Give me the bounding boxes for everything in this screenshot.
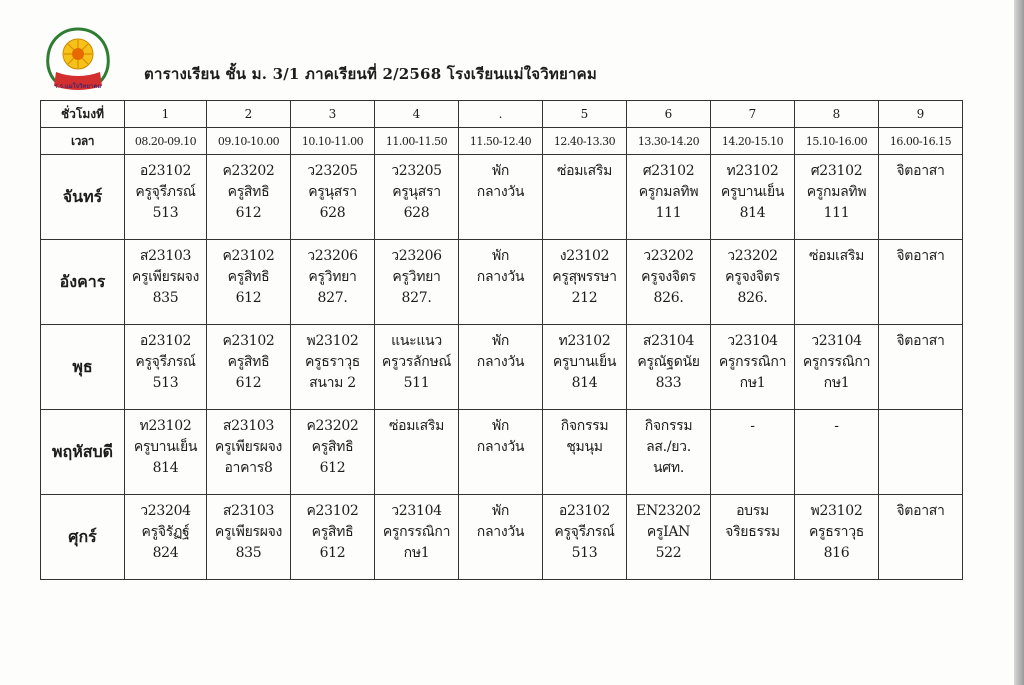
schedule-cell: [795, 495, 879, 580]
schedule-cell: [627, 325, 711, 410]
cell-line: ครูบานเย็น: [720, 184, 785, 200]
cell-line: ครูวิทยา: [308, 269, 357, 285]
cell-line: ส23104: [642, 333, 695, 349]
schedule-cell: [459, 240, 543, 325]
schedule-cell: [543, 240, 627, 325]
cell-line: พ23102: [306, 333, 359, 349]
cell-line: 111: [823, 205, 850, 221]
day-row: [41, 410, 963, 495]
schedule-cell: [711, 325, 795, 410]
schedule-cell: [125, 495, 207, 580]
cell-line: 814: [152, 460, 179, 476]
cell-line: ว23206: [391, 248, 442, 264]
cell-line: 814: [571, 375, 598, 391]
schedule-cell: [207, 495, 291, 580]
cell-line: ค23202: [306, 418, 359, 434]
cell-line: ซ่อมเสริม: [388, 418, 445, 434]
cell-line: ครูบานเย็น: [133, 439, 198, 455]
cell-line: ง23102: [559, 248, 610, 264]
cell-line: ค23102: [222, 248, 275, 264]
cell-line: ว23104: [727, 333, 778, 349]
cell-line: จิตอาสา: [896, 163, 945, 179]
cell-line: 612: [235, 205, 262, 221]
cell-line: จิตอาสา: [896, 248, 945, 264]
schedule-cell: [795, 410, 879, 495]
cell-line: ว23205: [391, 163, 442, 179]
cell-line: ครูเพียรผจง: [131, 269, 200, 285]
schedule-cell: [711, 240, 795, 325]
cell-line: EN23202: [636, 503, 701, 519]
cell-line: 612: [319, 460, 346, 476]
cell-line: ว23104: [391, 503, 442, 519]
period-time: 11.50-12.40: [459, 128, 543, 155]
day-row: [41, 325, 963, 410]
schedule-cell: [291, 410, 375, 495]
cell-line: ซ่อมเสริม: [556, 163, 613, 179]
schedule-cell: [543, 325, 627, 410]
schedule-cell: [879, 155, 963, 240]
cell-line: 612: [235, 290, 262, 306]
day-row: [41, 155, 963, 240]
cell-line: กิจกรรม: [644, 418, 693, 434]
period-number: .: [459, 101, 543, 128]
cell-line: ครูจงจิตร: [641, 269, 696, 285]
cell-line: กษ1: [739, 375, 766, 391]
cell-line: ครูกมลทิพ: [638, 184, 699, 200]
cell-line: ซ่อมเสริม: [808, 248, 865, 264]
school-logo: [42, 26, 114, 98]
cell-line: แนะแนว: [391, 333, 442, 349]
period-time: 13.30-14.20: [627, 128, 711, 155]
cell-line: ครูวิทยา: [392, 269, 441, 285]
cell-line: ว23202: [643, 248, 694, 264]
schedule-cell: [125, 155, 207, 240]
schedule-cell: [459, 495, 543, 580]
cell-line: 628: [319, 205, 346, 221]
cell-line: พัก: [491, 418, 510, 434]
cell-line: พ23102: [810, 503, 863, 519]
cell-line: ว23204: [140, 503, 191, 519]
day-name: ศุกร์: [41, 495, 125, 580]
period-time: 14.20-15.10: [711, 128, 795, 155]
cell-line: กลางวัน: [476, 354, 525, 370]
schedule-cell: [125, 240, 207, 325]
cell-line: ชุมนุม: [566, 439, 603, 455]
cell-line: ค23102: [306, 503, 359, 519]
header-row: [41, 101, 963, 128]
schedule-cell: [375, 495, 459, 580]
period-number: 5: [543, 101, 627, 128]
cell-line: ครูธราวุธ: [808, 524, 865, 540]
day-name: จันทร์: [41, 155, 125, 240]
cell-line: จริยธรรม: [725, 524, 780, 540]
period-time: 08.20-09.10: [125, 128, 207, 155]
cell-line: ครูวรลักษณ์: [381, 354, 452, 370]
cell-line: 835: [235, 545, 262, 561]
period-number: 2: [207, 101, 291, 128]
cell-line: ว23205: [307, 163, 358, 179]
cell-line: ครูสิทธิ: [227, 354, 270, 370]
cell-line: 628: [403, 205, 430, 221]
schedule-cell: [627, 240, 711, 325]
schedule-cell: [879, 495, 963, 580]
day-row: [41, 495, 963, 580]
cell-line: อบรม: [736, 503, 769, 519]
cell-line: กลางวัน: [476, 184, 525, 200]
period-number: 8: [795, 101, 879, 128]
period-time: 16.00-16.15: [879, 128, 963, 155]
schedule-cell: [291, 495, 375, 580]
cell-line: ครูกรรณิกา: [382, 524, 451, 540]
cell-line: ครูสิทธิ: [227, 269, 270, 285]
cell-line: 513: [152, 205, 179, 221]
schedule-cell: [795, 240, 879, 325]
cell-line: 612: [235, 375, 262, 391]
cell-line: 827.: [401, 290, 432, 306]
day-name: พฤหัสบดี: [41, 410, 125, 495]
cell-line: สนาม 2: [309, 375, 356, 391]
cell-line: ศ23102: [642, 163, 695, 179]
cell-line: 824: [152, 545, 179, 561]
cell-line: พัก: [491, 333, 510, 349]
schedule-cell: [291, 240, 375, 325]
time-row: [41, 128, 963, 155]
header-label: ชั่วโมงที่: [41, 101, 125, 128]
cell-line: 826.: [737, 290, 768, 306]
cell-line: 212: [571, 290, 598, 306]
cell-line: จิตอาสา: [896, 333, 945, 349]
schedule-cell: [375, 410, 459, 495]
cell-line: 513: [152, 375, 179, 391]
cell-line: 612: [319, 545, 346, 561]
timetable: [40, 100, 963, 580]
schedule-cell: [291, 325, 375, 410]
period-number: 1: [125, 101, 207, 128]
cell-line: พัก: [491, 503, 510, 519]
schedule-cell: [207, 410, 291, 495]
schedule-cell: [375, 325, 459, 410]
cell-line: ส23103: [222, 418, 275, 434]
schedule-cell: [879, 410, 963, 495]
schedule-cell: [711, 155, 795, 240]
cell-line: ครูจุรีภรณ์: [135, 354, 196, 370]
cell-line: พัก: [491, 248, 510, 264]
cell-line: จิตอาสา: [896, 503, 945, 519]
cell-line: พัก: [491, 163, 510, 179]
period-time: 10.10-11.00: [291, 128, 375, 155]
schedule-cell: [879, 240, 963, 325]
cell-line: 511: [403, 375, 430, 391]
schedule-cell: [627, 410, 711, 495]
logo-text: ร.ร.แม่ใจวิทยาคม: [54, 83, 102, 90]
cell-line: ส23103: [222, 503, 275, 519]
schedule-cell: [543, 495, 627, 580]
schedule-cell: [543, 410, 627, 495]
cell-line: ท23102: [139, 418, 192, 434]
schedule-cell: [459, 410, 543, 495]
cell-line: ครูสุพรรษา: [552, 269, 617, 285]
day-row: [41, 240, 963, 325]
schedule-cell: [879, 325, 963, 410]
cell-line: 513: [571, 545, 598, 561]
cell-line: ครูเพียรผจง: [214, 439, 283, 455]
cell-line: ครูณัฐดนัย: [637, 354, 700, 370]
cell-line: นศท.: [653, 460, 684, 476]
schedule-cell: [459, 325, 543, 410]
time-label: เวลา: [41, 128, 125, 155]
cell-line: ศ23102: [810, 163, 863, 179]
schedule-cell: [711, 410, 795, 495]
period-number: 3: [291, 101, 375, 128]
cell-line: ครูกมลทิพ: [806, 184, 867, 200]
cell-line: 522: [655, 545, 682, 561]
cell-line: ครูกรรณิกา: [718, 354, 787, 370]
cell-line: ว23202: [727, 248, 778, 264]
cell-line: ว23104: [811, 333, 862, 349]
cell-line: อาคาร8: [224, 460, 273, 476]
schedule-cell: [627, 155, 711, 240]
cell-line: ครูธราวุธ: [304, 354, 361, 370]
cell-line: -: [750, 418, 755, 434]
cell-line: ครูนุสรา: [308, 184, 357, 200]
schedule-cell: [375, 155, 459, 240]
cell-line: อ23102: [139, 163, 192, 179]
schedule-cell: [207, 240, 291, 325]
cell-line: ท23102: [558, 333, 611, 349]
period-number: 6: [627, 101, 711, 128]
cell-line: กลางวัน: [476, 269, 525, 285]
cell-line: ครูจุรีภรณ์: [554, 524, 615, 540]
page-title: ตารางเรียน ชั้น ม. 3/1 ภาคเรียนที่ 2/2568 โรงเรียนแม่ใจวิทยาคม: [144, 65, 597, 83]
schedule-cell: [795, 155, 879, 240]
cell-line: ครูเพียรผจง: [214, 524, 283, 540]
period-number: 4: [375, 101, 459, 128]
cell-line: ครูนุสรา: [392, 184, 441, 200]
cell-line: อ23102: [558, 503, 611, 519]
period-time: 09.10-10.00: [207, 128, 291, 155]
cell-line: 835: [152, 290, 179, 306]
schedule-cell: [543, 155, 627, 240]
cell-line: -: [834, 418, 839, 434]
cell-line: 814: [739, 205, 766, 221]
cell-line: ว23206: [307, 248, 358, 264]
cell-line: 826.: [653, 290, 684, 306]
schedule-cell: [291, 155, 375, 240]
cell-line: ครูสิทธิ: [227, 184, 270, 200]
cell-line: กลางวัน: [476, 439, 525, 455]
day-name: พุธ: [41, 325, 125, 410]
period-number: 9: [879, 101, 963, 128]
cell-line: ค23102: [222, 333, 275, 349]
schedule-cell: [795, 325, 879, 410]
cell-line: ค23202: [222, 163, 275, 179]
cell-line: กษ1: [823, 375, 850, 391]
period-time: 11.00-11.50: [375, 128, 459, 155]
schedule-cell: [125, 325, 207, 410]
schedule-cell: [207, 155, 291, 240]
cell-line: ท23102: [726, 163, 779, 179]
period-time: 15.10-16.00: [795, 128, 879, 155]
page-edge-shadow: [1014, 0, 1024, 685]
cell-line: ครูกรรณิกา: [802, 354, 871, 370]
cell-line: กิจกรรม: [560, 418, 609, 434]
cell-line: ครูIAN: [646, 524, 691, 540]
schedule-cell: [627, 495, 711, 580]
cell-line: กลางวัน: [476, 524, 525, 540]
cell-line: 827.: [317, 290, 348, 306]
cell-line: 816: [823, 545, 850, 561]
cell-line: ครูบานเย็น: [552, 354, 617, 370]
day-name: อังคาร: [41, 240, 125, 325]
cell-line: ส23103: [139, 248, 192, 264]
schedule-cell: [125, 410, 207, 495]
schedule-cell: [207, 325, 291, 410]
cell-line: ครูจุรีภรณ์: [135, 184, 196, 200]
period-time: 12.40-13.30: [543, 128, 627, 155]
schedule-cell: [375, 240, 459, 325]
schedule-cell: [459, 155, 543, 240]
period-number: 7: [711, 101, 795, 128]
cell-line: 833: [655, 375, 682, 391]
cell-line: ลส./ยว.: [646, 439, 691, 455]
schedule-cell: [711, 495, 795, 580]
cell-line: ครูสิทธิ: [311, 524, 354, 540]
cell-line: ครูจิรัฏฐ์: [141, 524, 190, 540]
cell-line: อ23102: [139, 333, 192, 349]
cell-line: 111: [655, 205, 682, 221]
cell-line: กษ1: [403, 545, 430, 561]
cell-line: ครูสิทธิ: [311, 439, 354, 455]
cell-line: ครูจงจิตร: [725, 269, 780, 285]
